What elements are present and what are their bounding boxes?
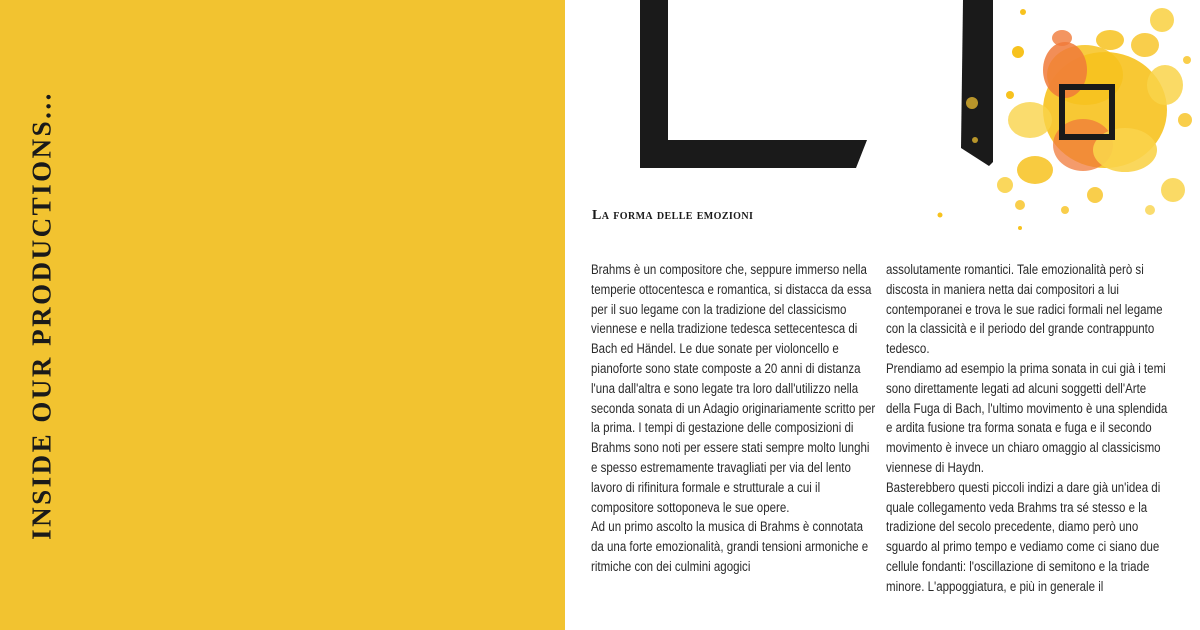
- article-area: [565, 0, 1200, 630]
- decorative-artwork: [565, 0, 1200, 240]
- article-title: La forma delle emozioni: [592, 208, 754, 223]
- article-column-left: [591, 260, 876, 600]
- black-frame-graphic: [640, 0, 867, 168]
- paragraph: Basterebbero questi piccoli indizi a dare già un'idea di quale collegamento veda Brahms tra sé stesso e la tradizione del secolo precedente, diamo però uno sguardo al primo tempo e vediamo come ci siano due cellule fondanti: l'oscillazione di semitono e la triade minore. L'appoggiatura, e più in generale il: [886, 479, 1161, 594]
- paragraph: assolutamente romantici. Tale emozionalità però si discosta in maniera netta dai compositori a lui contemporanei e trova le sue radici formali nel legame con la classicità e il periodo del grande contrappunto tedesco.: [886, 262, 1163, 357]
- sidebar-title: INSIDE OUR PRODUCTIONS...: [26, 91, 57, 540]
- article-column-right: [886, 260, 1171, 600]
- paragraph: Brahms è un compositore che, seppure immerso nella temperie ottocentesca e romantica, si distacca da essa per il suo legame con la tradizione del classicismo viennese e nella tradizione tedesca settecentesca di Bach ed Händel. Le due sonate per violoncello e pianoforte sono state composte a 20 anni di distanza l'una dall'altra e sono legate tra loro dall'utilizzo nella seconda sonata di un Adagio originariamente scritto per la prima. I tempi di gestazione delle composizioni di Brahms sono noti per essere stati sempre molto lunghi e spesso estremamente travagliati per via del lento lavoro di rifinitura formale e strutturale a cui il compositore sottoponeva le sue opere.: [591, 262, 876, 515]
- paragraph: Prendiamo ad esempio la prima sonata in cui già i temi sono direttamente legati ad alcuni soggetti dell'Arte della Fuga di Bach, l'ultimo movimento è una splendida e ardita fusione tra forma sonata e fuga e il secondo movimento è invece un chiaro omaggio al classicismo viennese di Haydn.: [886, 360, 1168, 475]
- paragraph: Ad un primo ascolto la musica di Brahms è connotata da una forte emozionalità, grandi tensioni armoniche e ritmiche con dei culmini agogici: [591, 519, 869, 574]
- sidebar-panel: [0, 0, 565, 630]
